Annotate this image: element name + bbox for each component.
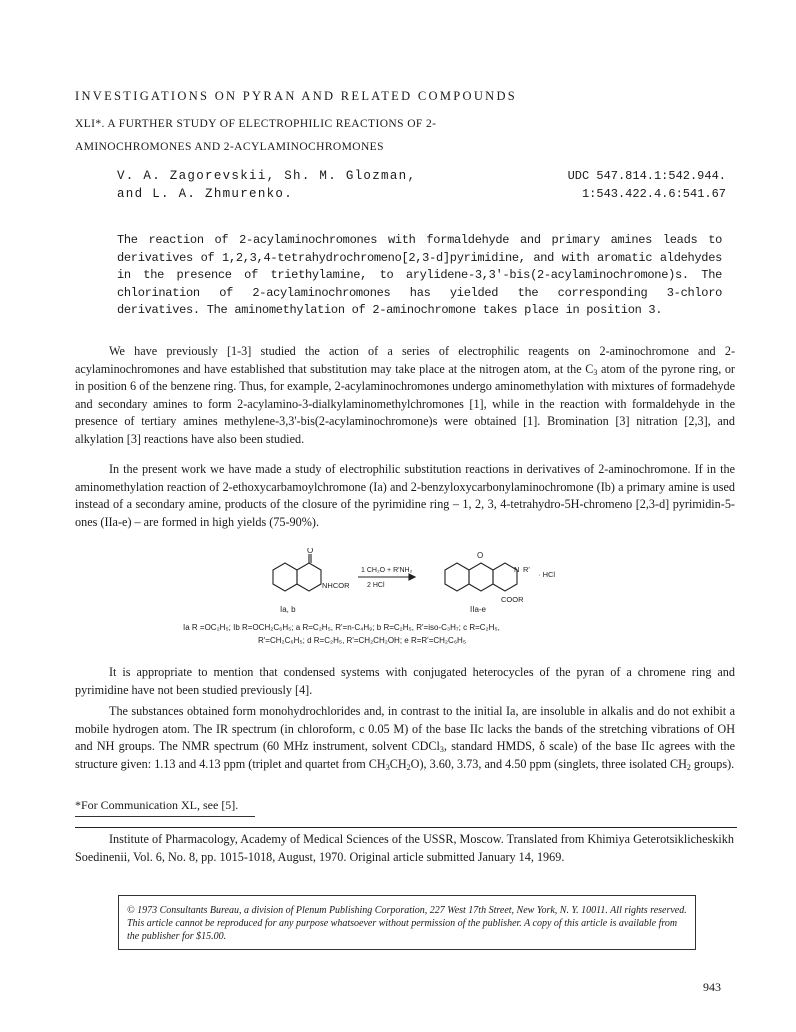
product-r-prime: R' xyxy=(523,565,530,574)
article-title-line-2: AMINOCHROMONES AND 2-ACYLAMINOCHROMONES xyxy=(75,141,384,153)
paragraph-1 xyxy=(75,343,735,449)
reagent-step-1: 1 CH₂O + R'NH₂ xyxy=(361,567,413,574)
authors-line-1: V. A. Zagorevskii, Sh. M. Glozman, xyxy=(117,169,417,183)
page-number: 943 xyxy=(703,980,721,994)
p4-sub-2: 3 xyxy=(385,762,390,772)
p1-part-b: atom of the pyrone ring, or in position 6 of the benzene ring. Thus, for example, 2-acylaminochromones undergo aminomethylation with mixtures of formadehyde and secondary amines to form 2-acylamino-3-dialkylaminomethylchromones [1], while in the reaction with formaldehyde in the presence of tertiary amines methylene-3,3'-bis(2-acylaminochromone)s were obtained [1]. Bromination [3] nitration [2,3], and alkylation [3] reactions have also been studied. xyxy=(75,361,735,446)
svg-text:O: O xyxy=(477,551,484,560)
udc-code xyxy=(568,167,726,203)
p4-sub-1: 3 xyxy=(439,745,444,755)
institute-block xyxy=(75,831,737,866)
product-hcl: · HCl xyxy=(538,570,556,579)
paragraph-3-text: It is appropriate to mention that condensed systems with conjugated heterocycles of the pyran of a chromene ring and pyrimidine have not been studied previously [4]. xyxy=(75,665,735,697)
reagent-step-2: 2 HCl xyxy=(367,582,385,589)
product-label: IIa-e xyxy=(470,605,487,614)
institute-divider xyxy=(75,827,737,828)
scheme-caption-2: R'=CH₂C₆H₅; d R=C₂H₅, R'=CH₂CH₂OH; e R=R'=CH₂C₆H₅ xyxy=(258,636,467,645)
reaction-scheme-drawing xyxy=(255,548,595,623)
series-title: INVESTIGATIONS ON PYRAN AND RELATED COMPOUNDS xyxy=(75,89,518,103)
footnote: *For Communication XL, see [5]. xyxy=(75,798,239,812)
p4-part-e: groups). xyxy=(690,756,735,771)
copyright-text: © 1973 Consultants Bureau, a division of Plenum Publishing Corporation, 227 West 17th Street, New York, N. Y. 10011. All rights reserved. This article cannot be reproduced for any purpose whatsoever without permission of the publisher. A copy of this article is available from the publisher for $15.00. xyxy=(127,905,687,942)
p4-part-d: O), 3.60, 3.73, and 4.50 ppm (singlets, three isolated CH xyxy=(410,756,687,771)
copyright-box xyxy=(118,895,696,950)
authors xyxy=(117,167,416,203)
article-title-line-1: XLI*. A FURTHER STUDY OF ELECTROPHILIC REACTIONS OF 2- xyxy=(75,118,437,130)
paragraph-4-text xyxy=(75,703,735,773)
p1-part-a: We have previously [1-3] studied the action of a series of electrophilic reagents on 2-aminochromone and 2-acylaminochromones and have established that substitution may take place at the nitrogen atom, at the C xyxy=(75,344,735,376)
paragraph-3 xyxy=(75,664,735,699)
p4-part-a: The substances obtained form monohydrochlorides and, in contrast to the initial Ia, are insoluble in alkalis and do not exhibit a mobile hydrogen atom. The IR spectrum (in chloroform, c 0.05 M) of the base IIc lacks the bands of the stretching vibrations of OH and NH groups. The NMR spectrum (60 MHz instrument, solvent CDCl xyxy=(75,704,735,754)
udc-line-1: UDC 547.814.1:542.944. xyxy=(567,169,726,183)
reactant-label: Ia, b xyxy=(280,605,296,614)
product-ester-group: COOR xyxy=(501,595,524,604)
p4-sub-3: 2 xyxy=(406,762,411,772)
p1-subscript: 3 xyxy=(593,367,598,377)
p4-part-c: CH xyxy=(389,756,407,771)
scheme-caption-1: Ia R =OC₂H₅; Ib R=OCH₂C₆H₅; a R=C₂H₅, R'=n-C₄H₉; b R=C₂H₅, R'=iso-C₃H₇; c R=C₂H₅, xyxy=(183,623,500,632)
product-nitrogen: N xyxy=(514,565,520,574)
udc-line-2: 1:543.422.4.6:541.67 xyxy=(581,187,726,201)
abstract xyxy=(117,232,722,320)
paragraph-2-text: In the present work we have made a study of electrophilic substitution reactions in derivatives of 2-aminochromone. If in the aminomethylation reaction of 2-ethoxycarbamoylchromone (Ia) and 2-benzyloxycarbonylaminochromone (Ib) a primary amine is used instead of a secondary amine, products of the closure of the pyrimidine ring – 1, 2, 3, 4-tetrahydro-5H-chromeno [2,3-d] pyrimidin-5-ones (IIa-e) – are formed in high yields (75-90%). xyxy=(75,462,735,529)
svg-text:O: O xyxy=(307,548,314,555)
institute-text: Institute of Pharmacology, Academy of Medical Sciences of the USSR, Moscow. Translated from Khimiya Geterotsiklicheskikh Soedinenii, Vol. 6, No. 8, pp. 1015-1018, August, 1970. Original article submitted January 14, 1969. xyxy=(75,832,734,864)
abstract-text: The reaction of 2-acylaminochromones with formaldehyde and primary amines leads to derivatives of 1,2,3,4-tetrahydrochromeno[2,3-d]pyrimidine, and with aromatic aldehydes in the presence of triethylamine, to arylidene-3,3'-bis(2-acylaminochromone)s. The chlorination of 2-acylaminochromones has yielded the corresponding 3-chloro derivatives. The aminomethylation of 2-aminochromone takes place in position 3. xyxy=(117,233,722,318)
paragraph-2 xyxy=(75,461,735,531)
footnote-divider xyxy=(75,816,255,817)
p4-part-b: , standard HMDS, δ scale) of the base IIc agrees with the structure given: 1.13 and 4.13 ppm (triplet and quartet from CH xyxy=(75,739,735,771)
authors-line-2: and L. A. Zhmurenko. xyxy=(117,187,294,201)
paragraph-4 xyxy=(75,703,735,773)
reactant-substituent: NHCOR xyxy=(322,581,350,590)
p4-sub-4: 2 xyxy=(686,762,691,772)
paragraph-1-text xyxy=(75,343,735,449)
